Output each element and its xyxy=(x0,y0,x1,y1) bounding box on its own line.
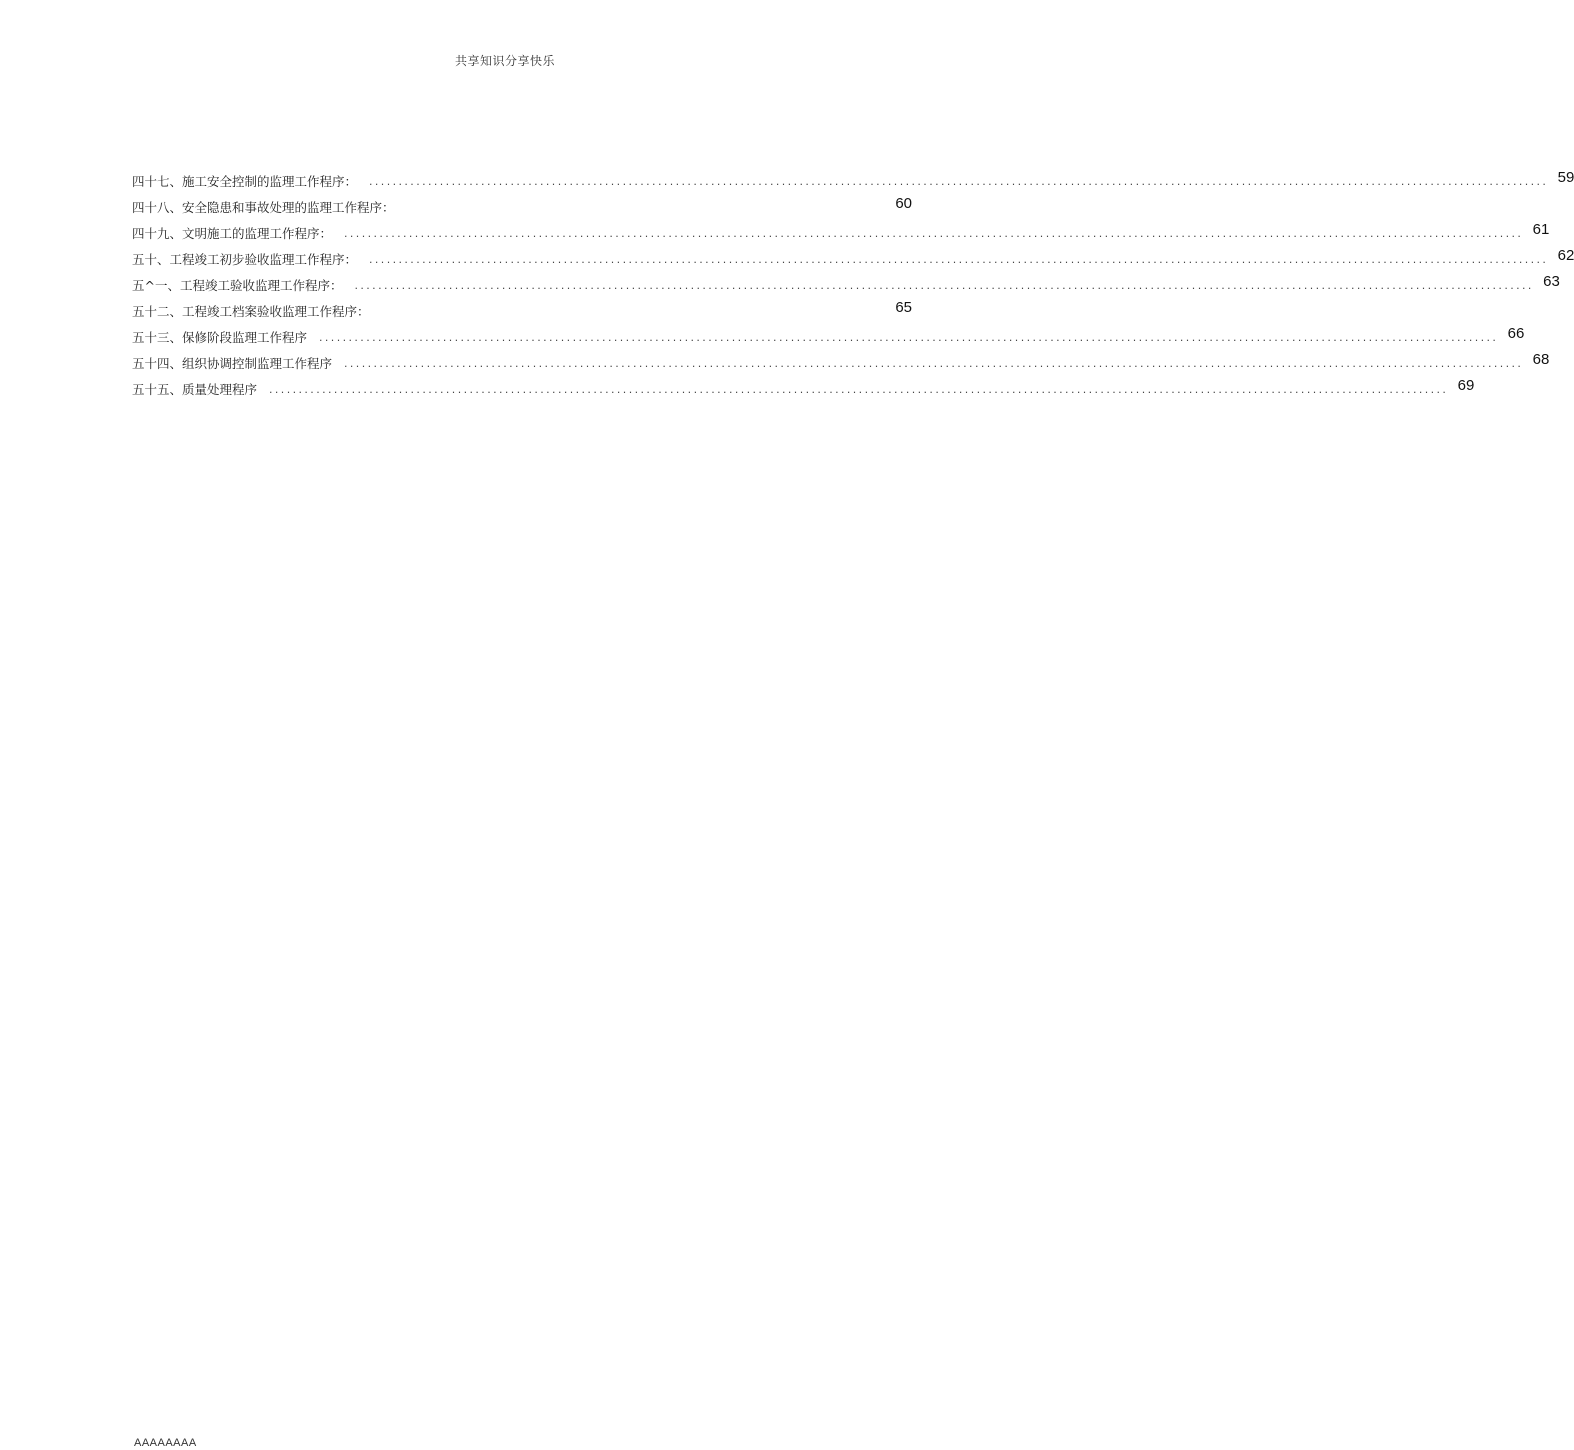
page-footer: AAAAAAAA xyxy=(134,1437,197,1449)
toc-entry[interactable] xyxy=(132,322,1525,348)
toc-page-number: 65 xyxy=(895,299,912,316)
toc-page-number: 63 xyxy=(1543,273,1560,290)
toc-dot-leader: ........................................................................................................................................................................................................ xyxy=(344,357,1524,370)
toc-page-number: 61 xyxy=(1532,221,1550,238)
toc-entry-title: 四十七、施工安全控制的监理工作程序： xyxy=(132,174,358,189)
toc-entry[interactable] xyxy=(132,192,912,218)
toc-entry[interactable] xyxy=(132,244,1574,270)
toc-entry[interactable] xyxy=(132,270,1560,296)
toc-entry-title: 五十三、保修阶段监理工作程序 xyxy=(132,330,308,345)
toc-entry-title: 五十五、质量处理程序 xyxy=(132,382,258,397)
page-header: 共享知识分享快乐 xyxy=(454,54,555,68)
toc-dot-leader: ........................................................................................................................................................................................................ xyxy=(319,331,1499,344)
toc-entry[interactable] xyxy=(132,374,1475,400)
toc-page-number: 60 xyxy=(895,195,912,212)
table-of-contents xyxy=(132,166,1574,400)
toc-entry-title: 五十、工程竣工初步验收监理工作程序： xyxy=(132,252,358,267)
toc-page-number: 59 xyxy=(1557,169,1574,186)
toc-dot-leader: ........................................................................................................................................................................................................ xyxy=(269,383,1449,396)
toc-entry[interactable] xyxy=(132,166,1574,192)
toc-entry[interactable] xyxy=(132,218,1550,244)
toc-entry-title: 五十四、组织协调控制监理工作程序 xyxy=(132,356,333,371)
toc-page-number: 69 xyxy=(1457,377,1475,394)
toc-dot-leader: ........................................................................................................................................................................................................ xyxy=(369,175,1549,188)
toc-entry-title: 四十九、文明施工的监理工作程序： xyxy=(132,226,333,241)
toc-page-number: 66 xyxy=(1507,325,1525,342)
toc-dot-leader: ........................................................................................................................................................................................................ xyxy=(344,227,1524,240)
toc-dot-leader: ........................................................................................................................................................................................................ xyxy=(354,279,1534,292)
toc-dot-leader: ........................................................................................................................................................................................................ xyxy=(369,253,1549,266)
toc-entry-title: 五^一、工程竣工验收监理工作程序： xyxy=(132,278,343,293)
toc-page-number: 62 xyxy=(1557,247,1574,264)
toc-entry-title: 四十八、安全隐患和事故处理的监理工作程序： xyxy=(132,200,395,215)
toc-entry[interactable] xyxy=(132,348,1550,374)
toc-entry[interactable] xyxy=(132,296,912,322)
toc-page-number: 68 xyxy=(1532,351,1550,368)
toc-entry-title: 五十二、工程竣工档案验收监理工作程序： xyxy=(132,304,370,319)
